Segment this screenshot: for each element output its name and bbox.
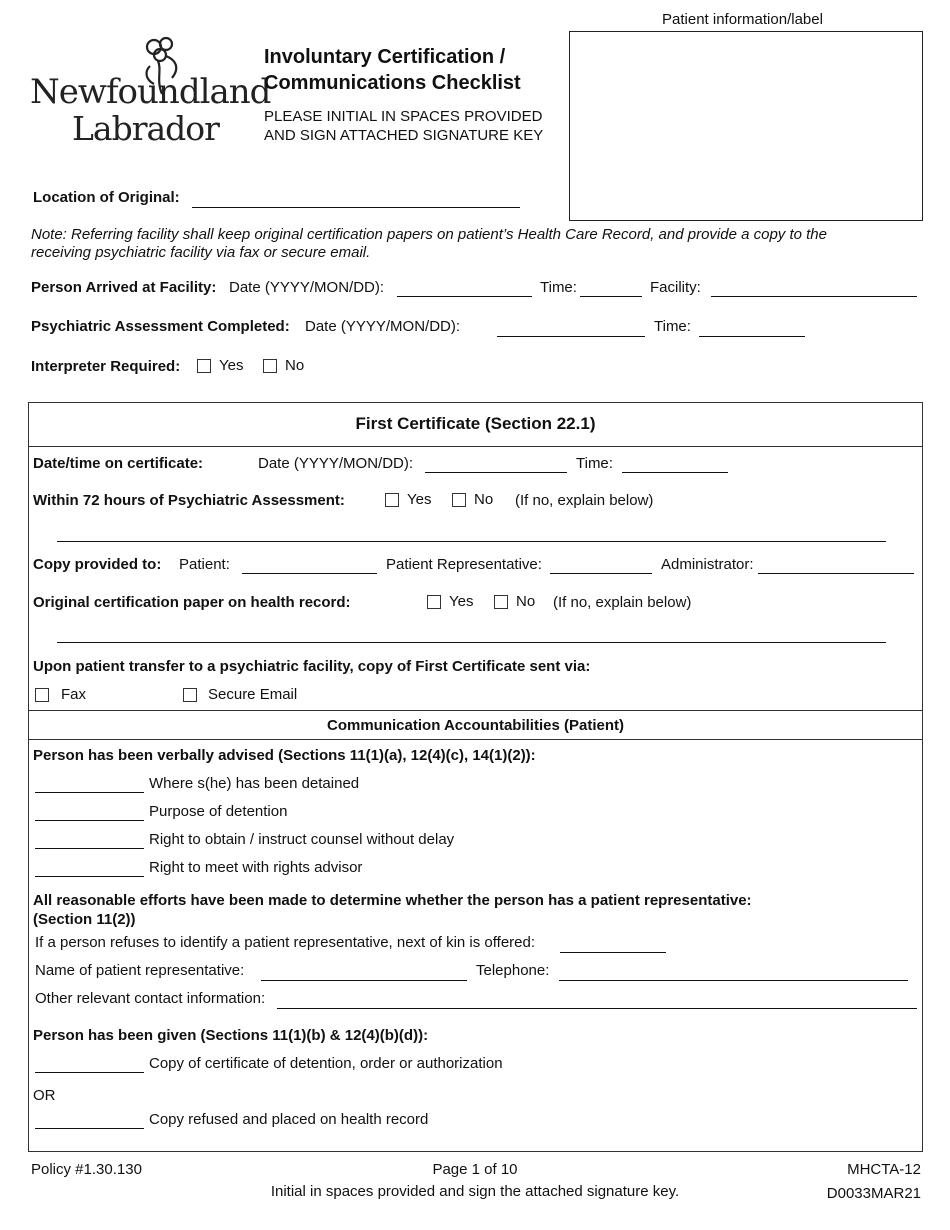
refuse-label: If a person refuses to identify a patient representative, next of kin is offered: [35,934,536,951]
advised-item: Where s(he) has been detained [149,775,360,792]
form-title-line2: Communications Checklist [264,72,521,94]
arrival-facility-label: Facility: [650,279,701,296]
given-initial-field[interactable] [35,1072,144,1073]
advised-initial-field[interactable] [35,792,144,793]
arrival-facility-field[interactable] [711,296,917,297]
assessment-label: Psychiatric Assessment Completed: [31,318,290,335]
communication-title: Communication Accountabilities (Patient) [327,717,624,734]
original-paper-label: Original certification paper on health record: [33,594,351,611]
interpreter-yes-label: Yes [219,357,244,374]
within72-label: Within 72 hours of Psychiatric Assessment: [33,492,345,509]
arrival-time-label: Time: [540,279,577,296]
copy-provided-label: Copy provided to: [33,556,162,573]
advised-item: Right to obtain / instruct counsel without delay [149,831,455,848]
header-instruction-line1: PLEASE INITIAL IN SPACES PROVIDED [264,108,543,125]
other-contact-field[interactable] [277,1008,917,1009]
within72-explain-field[interactable] [57,541,886,542]
within72-explain-note: (If no, explain below) [515,492,654,509]
interpreter-no-checkbox[interactable] [263,359,277,373]
arrival-date-label: Date (YYYY/MON/DD): [229,279,385,296]
patient-label-caption: Patient information/label [662,11,823,28]
header-instruction-line2: AND SIGN ATTACHED SIGNATURE KEY [264,127,544,144]
section-divider [28,446,923,447]
arrival-date-field[interactable] [397,296,532,297]
advised-item: Purpose of detention [149,803,288,820]
note-line1: Note: Referring facility shall keep original certification papers on patient’s Health Care Record, and provide a copy to the [31,226,827,243]
location-label: Location of Original: [33,189,180,206]
cert-date-field[interactable] [425,472,567,473]
interpreter-label: Interpreter Required: [31,358,181,375]
advised-item: Right to meet with rights advisor [149,859,363,876]
footer-policy: Policy #1.30.130 [31,1161,142,1178]
copy-patient-label: Patient: [179,556,230,573]
efforts-section: (Section 11(2)) [33,911,136,928]
original-explain-note: (If no, explain below) [553,594,692,611]
assessment-date-field[interactable] [497,336,645,337]
within72-no-checkbox[interactable] [452,493,466,507]
advised-initial-field[interactable] [35,876,144,877]
within72-yes-label: Yes [407,491,432,508]
original-no-label: No [516,593,536,610]
transfer-label: Upon patient transfer to a psychiatric facility, copy of First Certificate sent via: [33,658,591,675]
fax-checkbox[interactable] [35,688,49,702]
efforts-label: All reasonable efforts have been made to determine whether the person has a patient representative: [33,892,752,909]
advised-initial-field[interactable] [35,848,144,849]
note-line2: receiving psychiatric facility via fax or secure email. [31,244,371,261]
interpreter-no-label: No [285,357,305,374]
assessment-date-label: Date (YYYY/MON/DD): [305,318,461,335]
cert-time-label: Time: [576,455,613,472]
telephone-field[interactable] [559,980,908,981]
other-contact-label: Other relevant contact information: [35,990,266,1007]
footer-instruction: Initial in spaces provided and sign the attached signature key. [270,1183,680,1200]
logo-text-newfoundland: Newfoundland [30,72,271,112]
footer-doc-code: D0033MAR21 [826,1185,921,1202]
secure-email-label: Secure Email [208,686,298,703]
copy-admin-field[interactable] [758,573,914,574]
given-item: Copy of certificate of detention, order or authorization [149,1055,503,1072]
original-no-checkbox[interactable] [494,595,508,609]
location-field[interactable] [192,207,520,208]
cert-datetime-label: Date/time on certificate: [33,455,204,472]
within72-yes-checkbox[interactable] [385,493,399,507]
original-explain-field[interactable] [57,642,886,643]
original-yes-checkbox[interactable] [427,595,441,609]
rep-name-label: Name of patient representative: [35,962,245,979]
copy-rep-field[interactable] [550,573,652,574]
arrival-time-field[interactable] [580,296,642,297]
patient-label-box[interactable] [569,31,923,221]
refused-item: Copy refused and placed on health record [149,1111,429,1128]
given-label: Person has been given (Sections 11(1)(b) & 12(4)(b)(d)): [33,1027,429,1044]
footer-page-number: Page 1 of 10 [432,1161,518,1178]
copy-admin-label: Administrator: [661,556,754,573]
cert-date-label: Date (YYYY/MON/DD): [258,455,414,472]
original-yes-label: Yes [449,593,474,610]
logo-text-labrador: Labrador [72,109,219,148]
advised-label: Person has been verbally advised (Sections 11(1)(a), 12(4)(c), 14(1)(2)): [33,747,536,764]
interpreter-yes-checkbox[interactable] [197,359,211,373]
communication-divider-bottom [28,739,923,740]
footer-form-code: MHCTA-12 [847,1161,921,1178]
advised-initial-field[interactable] [35,820,144,821]
assessment-time-field[interactable] [699,336,805,337]
telephone-label: Telephone: [476,962,550,979]
communication-divider-top [28,710,923,711]
arrival-label: Person Arrived at Facility: [31,279,217,296]
logo [30,36,271,148]
cert-time-field[interactable] [622,472,728,473]
fax-label: Fax [61,686,87,703]
assessment-time-label: Time: [654,318,691,335]
refused-initial-field[interactable] [35,1128,144,1129]
copy-rep-label: Patient Representative: [386,556,542,573]
or-label: OR [33,1087,56,1104]
secure-email-checkbox[interactable] [183,688,197,702]
rep-name-field[interactable] [261,980,467,981]
form-title-line1: Involuntary Certification / [264,46,506,68]
next-of-kin-field[interactable] [560,952,666,953]
within72-no-label: No [474,491,494,508]
first-certificate-title: First Certificate (Section 22.1) [355,414,596,433]
copy-patient-field[interactable] [242,573,377,574]
